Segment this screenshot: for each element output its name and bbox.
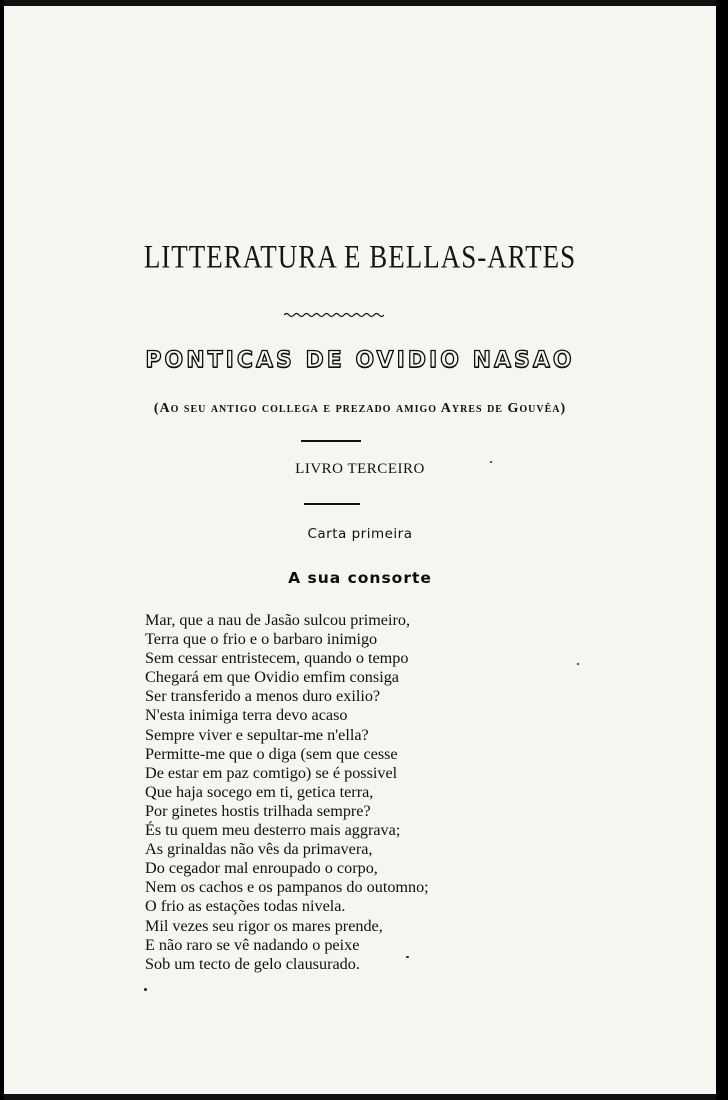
poem-line: E não raro se vê nadando o peixe xyxy=(145,935,360,954)
divider-rule xyxy=(304,503,360,505)
divider-rule xyxy=(301,440,361,442)
poem-title-text: PONTICAS DE OVIDIO NASAO xyxy=(145,348,575,373)
section-heading: LITTERATURA E BELLAS-ARTES xyxy=(143,238,577,275)
poem-line: Mil vezes seu rigor os mares prende, xyxy=(145,916,383,935)
poem-title xyxy=(4,348,716,373)
poem-line: Que haja socego em ti, getica terra, xyxy=(145,782,374,801)
wavy-ornament xyxy=(284,312,384,318)
poem-line: Do cegador mal enroupado o corpo, xyxy=(145,859,378,878)
poem-line: Nem os cachos e os pampanos do outomno; xyxy=(145,878,429,897)
poem-line: És tu quem meu desterro mais aggrava; xyxy=(145,821,401,840)
poem-line: Sem cessar entristecem, quando o tempo xyxy=(145,649,409,668)
poem-line: Por ginetes hostis trilhada sempre? xyxy=(145,801,371,820)
scan-speck xyxy=(406,956,409,958)
scan-speck xyxy=(490,461,492,463)
poem-line: O frio as estações todas nivela. xyxy=(145,897,346,916)
book-page xyxy=(4,6,716,1094)
poem-line: Chegará em que Ovidio emfim consiga xyxy=(145,668,399,687)
poem-line: Ser transferido a menos duro exilio? xyxy=(145,687,381,706)
poem-text xyxy=(145,611,429,974)
poem-line: As grinaldas não vês da primavera, xyxy=(145,840,373,859)
book-heading: LIVRO TERCEIRO xyxy=(295,461,425,477)
scan-speck xyxy=(144,988,147,991)
poem-line: De estar em paz comtigo) se é possivel xyxy=(145,763,398,782)
poem-line: N'esta inimiga terra devo acaso xyxy=(145,706,348,725)
letter-heading: Carta primeira xyxy=(307,526,413,542)
poem-line: Permitte-me que o diga (sem que cesse xyxy=(145,744,398,763)
poem-line: Sob um tecto de gelo clausurado. xyxy=(145,954,360,973)
scan-speck xyxy=(577,663,579,665)
dedication: (Ao seu antigo collega e prezado amigo Ayres de Gouvêa) xyxy=(153,401,567,416)
poem-line: Sempre viver e sepultar-me n'ella? xyxy=(145,725,369,744)
letter-subtitle: A sua consorte xyxy=(288,569,432,587)
poem-line: Mar, que a nau de Jasão sulcou primeiro, xyxy=(145,611,411,629)
scan-border-right xyxy=(716,0,728,1100)
poem-line: Terra que o frio e o barbaro inimigo xyxy=(145,630,378,649)
